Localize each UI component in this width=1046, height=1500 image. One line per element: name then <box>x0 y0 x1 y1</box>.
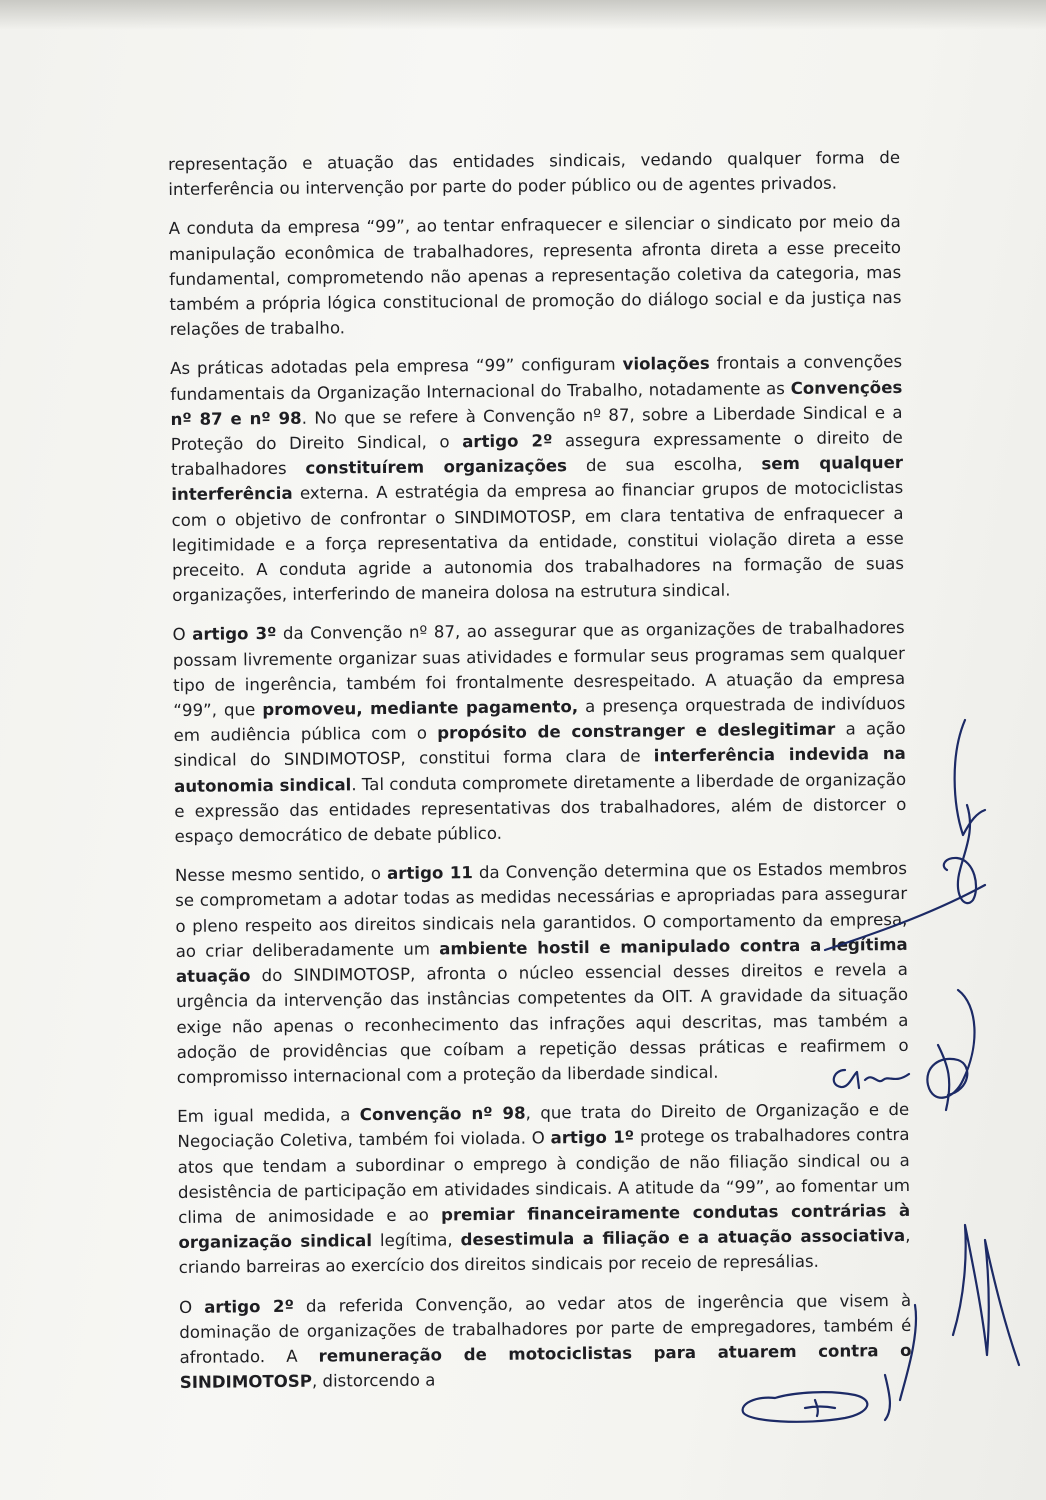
bold-run: violações <box>622 354 710 375</box>
paragraph <box>168 145 900 202</box>
initials-signature-2 <box>935 800 995 920</box>
text-run: a presença orquestrada de indivíduos em audiência pública com o <box>173 694 906 746</box>
text-run: Nesse mesmo sentido, o <box>174 864 388 886</box>
bold-run: artigo 3º <box>192 624 277 645</box>
text-run: , que trata do Direito de Organização e de Negociação Coletiva, também foi violada. O <box>177 1100 910 1152</box>
text-run: O <box>172 625 193 645</box>
bold-run: desestimula a filiação e a atuação associativa <box>460 1226 906 1250</box>
paragraph <box>169 209 902 342</box>
bold-run: promoveu, mediante pagamento, <box>262 697 579 720</box>
initials-signature-4 <box>918 985 988 1125</box>
bold-run: artigo 1º <box>550 1127 635 1148</box>
bold-run: artigo 2º <box>462 431 553 452</box>
bold-run: constituírem organizações <box>305 456 568 478</box>
text-run: , distorcendo a <box>311 1370 436 1391</box>
bold-run: Convenções nº 87 e nº 98 <box>170 377 903 429</box>
bold-run: propósito de constranger e deslegitimar <box>437 719 836 743</box>
paragraph <box>170 349 904 608</box>
paragraph <box>177 1097 911 1280</box>
text-run: frontais a convenções fundamentais da Organização Internacional do Trabalho, notadamente as <box>170 352 903 404</box>
bold-run: remuneração de motociclistas para atuarem contra o SINDIMOTOSP <box>179 1340 912 1393</box>
text-run: . No que se refere à Convenção nº 87, sobre a Liberdade Sindical e a Proteção do Direito Sindical, o <box>170 402 903 455</box>
text-run: A conduta da empresa “99”, ao tentar enfraquecer e silenciar o sindicato por meio da manipulação econômica de trabalhadores, representa afronta direta a esse preceito fundamental, comprometendo não apenas a representação coletiva da categoria, mas também a própria lógica constitucional de promoção do diálogo social e da justiça nas relações de trabalho. <box>168 212 902 340</box>
text-run: , criando barreiras ao exercício dos direitos sindicais por receio de represálias. <box>178 1226 911 1278</box>
initials-signature-5 <box>945 1215 1025 1375</box>
text-run: As práticas adotadas pela empresa “99” configuram <box>169 355 623 379</box>
bold-run: Convenção nº 98 <box>359 1103 526 1125</box>
text-run: legítima, <box>371 1230 461 1251</box>
text-run: do SINDIMOTOSP, afronta o núcleo essencial desses direitos e revela a urgência da intervenção das instâncias competentes da OIT. A gravidade da situação exige não apenas o reconhecimento das infrações aqui descritas, mas também a adoção de providências que coíbam a repetição dessas práticas e reafirmem o compromisso internacional com a proteção da liberdade sindical. <box>176 960 909 1087</box>
document-body <box>168 145 912 1409</box>
text-run: de sua escolha, <box>566 454 762 476</box>
text-run: Em igual medida, a <box>177 1105 360 1127</box>
bold-run: premiar financeiramente condutas contrárias à organização sindical <box>178 1200 911 1253</box>
bold-run: artigo 11 <box>386 863 474 884</box>
text-run: assegura expressamente o direito de trabalhadores <box>170 427 903 480</box>
text-run: da Convenção nº 87, ao assegurar que as organizações de trabalhadores possam livremente organizar suas atividades e formular seus programas sem qualquer tipo de ingerência, também foi frontalmente desrespeitado. A atuação da empresa “99”, que <box>172 618 906 721</box>
paragraph <box>179 1287 912 1395</box>
bold-run: sem qualquer interferência <box>171 453 904 505</box>
text-run: . Tal conduta compromete diretamente a liberdade de organização e expressão das entidades representativas dos trabalhadores, além de distorcer o espaço democrático de debate público. <box>174 769 907 847</box>
text-run: representação e atuação das entidades sindicais, vedando qualquer forma de interferência ou intervenção por parte do poder público ou de agentes privados. <box>168 147 901 200</box>
text-run: protege os trabalhadores contra atos que tendam a subordinar o emprego à condição de não filiação sindical ou a desistência de participação em atividades sindicais. A atitude da “99”, ao fomentar um clima de animosidade e ao <box>177 1125 911 1227</box>
text-run: externa. A estratégia da empresa ao financiar grupos de motociclistas com o objetivo de confrontar o SINDIMOTOSP, em clara tentativa de enfraquecer a legitimidade e a força representativa da entidade, constitui violação direta a esse preceito. A conduta agride a autonomia dos trabalhadores na formação de suas organizações, interferindo de maneira dolosa na estrutura sindical. <box>171 478 905 606</box>
text-run: da referida Convenção, ao vedar atos de ingerência que visem à dominação de organizações de trabalhadores por parte de empregadores, também é afrontado. A <box>179 1290 912 1367</box>
text-run: da Convenção determina que os Estados membros se comprometam a adotar todas as medidas necessárias e apropriadas para assegurar o pleno respeito aos direitos sindicais nela garantidos. O comportamento da empresa, ao criar deliberadamente um <box>175 859 908 961</box>
page-edge-shadow <box>0 0 1046 30</box>
text-run: a ação sindical do SINDIMOTOSP, constitui forma clara de <box>173 719 906 771</box>
paragraph <box>175 856 909 1090</box>
initials-signature-1 <box>945 715 995 845</box>
text-run: O <box>178 1297 205 1317</box>
bold-run: artigo 2º <box>204 1296 294 1317</box>
paragraph <box>173 615 907 849</box>
bold-run: interferência indevida na autonomia sindical <box>173 744 906 796</box>
bold-run: ambiente hostil e manipulado contra a legítima atuação <box>175 934 908 987</box>
